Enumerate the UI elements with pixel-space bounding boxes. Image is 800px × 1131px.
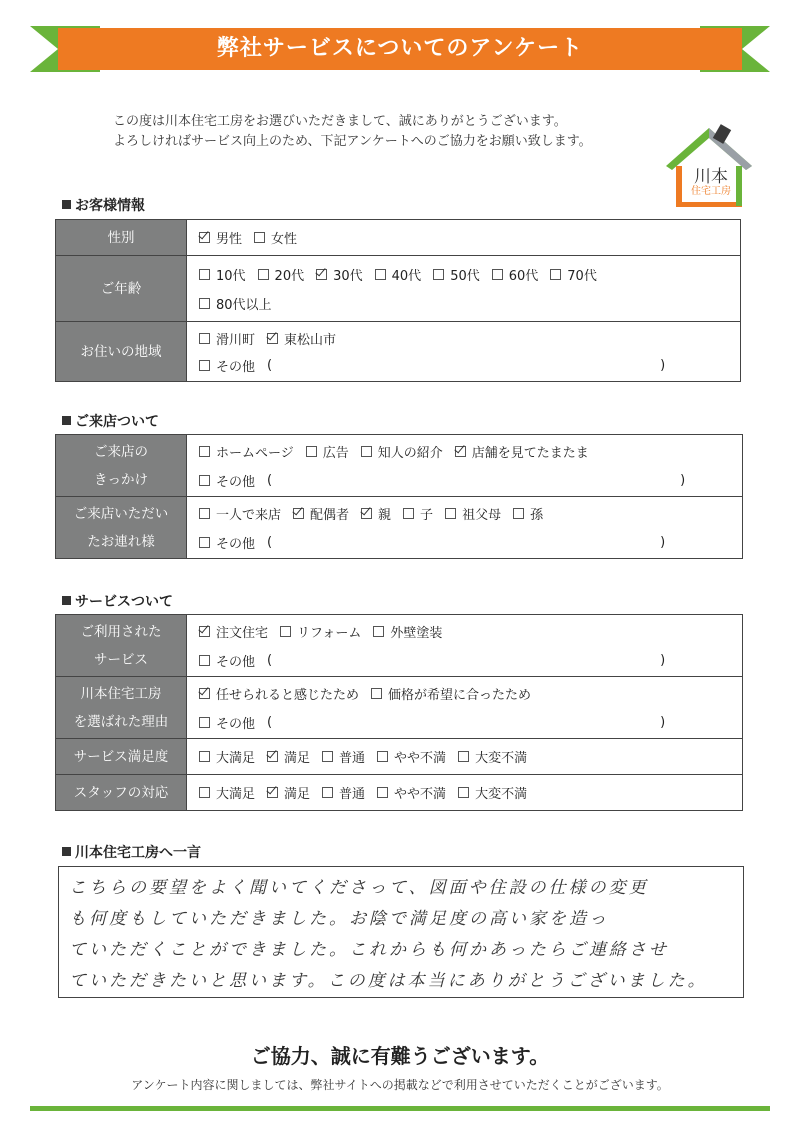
visit-table (55, 434, 743, 559)
service-used-option[interactable]: 注文住宅 (199, 622, 268, 641)
checkbox-icon[interactable] (550, 269, 561, 280)
checkbox-checked-icon[interactable] (455, 446, 466, 457)
header-banner (30, 18, 770, 78)
checkbox-icon[interactable] (377, 787, 388, 798)
visit-reason-other-option[interactable]: その他 (199, 471, 255, 490)
service-reason-open-paren: ( (267, 714, 273, 730)
satisfaction-option[interactable]: 大変不満 (458, 747, 527, 766)
service-reason-option[interactable]: 価格が希望に合ったため (371, 684, 531, 703)
service-used-row (56, 615, 743, 677)
visit-reason-row (56, 435, 743, 497)
staff-option[interactable]: やや不満 (377, 783, 446, 802)
checkbox-icon[interactable] (199, 446, 210, 457)
satisfaction-option[interactable]: 満足 (267, 747, 310, 766)
checkbox-checked-icon[interactable] (199, 232, 210, 243)
checkbox-checked-icon[interactable] (199, 688, 210, 699)
age-option[interactable]: 80代以上 (199, 294, 272, 313)
companion-option[interactable]: 配偶者 (293, 504, 349, 523)
comment-line-4: ていただきたいと思います。この度は本当にありがとうございました。 (69, 971, 708, 991)
checkbox-checked-icon[interactable] (316, 269, 327, 280)
service-reason-option[interactable]: 任せられると感じたため (199, 684, 359, 703)
service-reason-other-option[interactable]: その他 (199, 713, 255, 732)
thanks-message: ご協力、誠に有難うございます。 (250, 1044, 550, 1068)
checkbox-icon[interactable] (492, 269, 503, 280)
gender-options (187, 220, 741, 256)
checkbox-icon[interactable] (199, 787, 210, 798)
gender-row (56, 220, 741, 256)
checkbox-checked-icon[interactable] (267, 787, 278, 798)
companion-row (56, 497, 743, 559)
age-option[interactable]: 50代 (433, 265, 480, 284)
comment-line-3: ていただくことができました。これからも何かあったらご連絡させ (69, 940, 669, 960)
checkbox-icon[interactable] (199, 475, 210, 486)
age-options (187, 256, 741, 322)
checkbox-checked-icon[interactable] (293, 508, 304, 519)
comment-text (69, 873, 737, 997)
comment-line-2: も何度もしていただきました。お陰で満足度の高い家を造っ (69, 909, 609, 929)
age-option[interactable]: 20代 (258, 265, 305, 284)
gender-option[interactable]: 男性 (199, 228, 242, 247)
area-other-open-paren: ( (267, 357, 273, 373)
satisfaction-options (187, 739, 743, 775)
checkbox-checked-icon[interactable] (361, 508, 372, 519)
checkbox-icon[interactable] (373, 626, 384, 637)
age-option[interactable]: 10代 (199, 265, 246, 284)
checkbox-icon[interactable] (199, 333, 210, 344)
gender-label: 性別 (56, 220, 187, 256)
visit-reason-open-paren: ( (267, 472, 273, 488)
service-reason-options (187, 677, 743, 739)
comment-box[interactable] (58, 866, 744, 998)
service-reason-row (56, 677, 743, 739)
section-title-service: サービスついて (62, 591, 173, 611)
checkbox-icon[interactable] (199, 751, 210, 762)
checkbox-icon[interactable] (254, 232, 265, 243)
companion-option[interactable]: 孫 (513, 504, 543, 523)
service-table (55, 614, 743, 811)
intro-text (113, 112, 673, 152)
section-title-comment: 川本住宅工房へ一言 (62, 842, 201, 862)
service-used-options (187, 615, 743, 677)
checkbox-icon[interactable] (433, 269, 444, 280)
square-bullet-icon (62, 847, 71, 856)
checkbox-icon[interactable] (199, 655, 210, 666)
checkbox-checked-icon[interactable] (267, 751, 278, 762)
satisfaction-option[interactable]: 大満足 (199, 747, 255, 766)
service-used-label: ご利用された サービス (56, 615, 187, 677)
age-option[interactable]: 30代 (316, 265, 363, 284)
customer-info-table (55, 219, 741, 382)
checkbox-icon[interactable] (199, 360, 210, 371)
checkbox-icon[interactable] (258, 269, 269, 280)
staff-options (187, 775, 743, 811)
logo-text-2: 住宅工房 (691, 186, 731, 197)
intro-line-1: この度は川本住宅工房をお選びいただきまして、誠にありがとうございます。 (113, 114, 567, 129)
square-bullet-icon (62, 416, 71, 425)
footer-bar (30, 1106, 770, 1111)
companion-option[interactable]: 親 (361, 504, 391, 523)
checkbox-icon[interactable] (445, 508, 456, 519)
service-used-option[interactable]: リフォーム (280, 622, 361, 641)
companion-label: ご来店いただい たお連れ様 (56, 497, 187, 559)
checkbox-icon[interactable] (199, 717, 210, 728)
checkbox-icon[interactable] (280, 626, 291, 637)
service-used-other-option[interactable]: その他 (199, 651, 255, 670)
age-option[interactable]: 40代 (375, 265, 422, 284)
visit-reason-option[interactable]: ホームページ (199, 442, 294, 461)
checkbox-icon[interactable] (322, 787, 333, 798)
checkbox-icon[interactable] (377, 751, 388, 762)
staff-option[interactable]: 満足 (267, 783, 310, 802)
checkbox-icon[interactable] (199, 298, 210, 309)
square-bullet-icon (62, 200, 71, 209)
visit-reason-option[interactable]: 店舗を見てたまたま (455, 442, 589, 461)
checkbox-icon[interactable] (306, 446, 317, 457)
checkbox-icon[interactable] (375, 269, 386, 280)
age-row (56, 256, 741, 322)
staff-option[interactable]: 大変不満 (458, 783, 527, 802)
checkbox-icon[interactable] (199, 537, 210, 548)
square-bullet-icon (62, 596, 71, 605)
companion-option[interactable]: 祖父母 (445, 504, 501, 523)
visit-reason-label: ご来店の きっかけ (56, 435, 187, 497)
satisfaction-row (56, 739, 743, 775)
comment-line-1: こちらの要望をよく聞いてくださって、図面や住設の仕様の変更 (69, 878, 649, 898)
area-row (56, 322, 741, 382)
staff-option[interactable]: 普通 (322, 783, 365, 802)
area-label: お住いの地域 (56, 322, 187, 382)
companion-close-paren: ) (660, 534, 666, 550)
page-title: 弊社サービスについてのアンケート (216, 36, 584, 61)
checkbox-icon[interactable] (458, 787, 469, 798)
intro-line-2: よろしければサービス向上のため、下記アンケートへのご協力をお願い致します。 (113, 134, 592, 149)
gender-option[interactable]: 女性 (254, 228, 297, 247)
area-option[interactable]: 東松山市 (267, 329, 336, 348)
checkbox-checked-icon[interactable] (199, 626, 210, 637)
area-other-close-paren: ) (660, 357, 666, 373)
companion-option[interactable]: 子 (403, 504, 433, 523)
satisfaction-label: サービス満足度 (56, 739, 187, 775)
age-option[interactable]: 70代 (550, 265, 597, 284)
service-used-open-paren: ( (267, 652, 273, 668)
checkbox-icon[interactable] (199, 508, 210, 519)
service-used-option[interactable]: 外壁塗装 (373, 622, 442, 641)
visit-reason-close-paren: ) (680, 472, 686, 488)
service-reason-close-paren: ) (660, 714, 666, 730)
checkbox-icon[interactable] (513, 508, 524, 519)
company-logo (664, 124, 754, 210)
checkbox-icon[interactable] (199, 269, 210, 280)
section-title-visit: ご来店ついて (62, 411, 159, 431)
companion-other-option[interactable]: その他 (199, 533, 255, 552)
section-title-customer: お客様情報 (62, 195, 145, 215)
service-used-close-paren: ) (660, 652, 666, 668)
staff-label: スタッフの対応 (56, 775, 187, 811)
staff-row (56, 775, 743, 811)
satisfaction-option[interactable]: やや不満 (377, 747, 446, 766)
age-option[interactable]: 60代 (492, 265, 539, 284)
visit-reason-option[interactable]: 広告 (306, 442, 349, 461)
area-other-option[interactable]: その他 (199, 356, 255, 375)
service-reason-label: 川本住宅工房 を選ばれた理由 (56, 677, 187, 739)
checkbox-icon[interactable] (403, 508, 414, 519)
visit-reason-options (187, 435, 743, 497)
companion-options (187, 497, 743, 559)
age-label: ご年齢 (56, 256, 187, 322)
area-options (187, 322, 741, 382)
visit-reason-option[interactable]: 知人の紹介 (361, 442, 443, 461)
area-option[interactable]: 滑川町 (199, 329, 255, 348)
companion-option[interactable]: 一人で来店 (199, 504, 281, 523)
companion-open-paren: ( (267, 534, 273, 550)
satisfaction-option[interactable]: 普通 (322, 747, 365, 766)
checkbox-checked-icon[interactable] (267, 333, 278, 344)
logo-text-1: 川本 (694, 167, 728, 187)
staff-option[interactable]: 大満足 (199, 783, 255, 802)
footer-note: アンケート内容に関しましては、弊社サイトへの掲載などで利用させていただくことがございます。 (131, 1078, 669, 1092)
checkbox-icon[interactable] (458, 751, 469, 762)
checkbox-icon[interactable] (371, 688, 382, 699)
checkbox-icon[interactable] (361, 446, 372, 457)
checkbox-icon[interactable] (322, 751, 333, 762)
